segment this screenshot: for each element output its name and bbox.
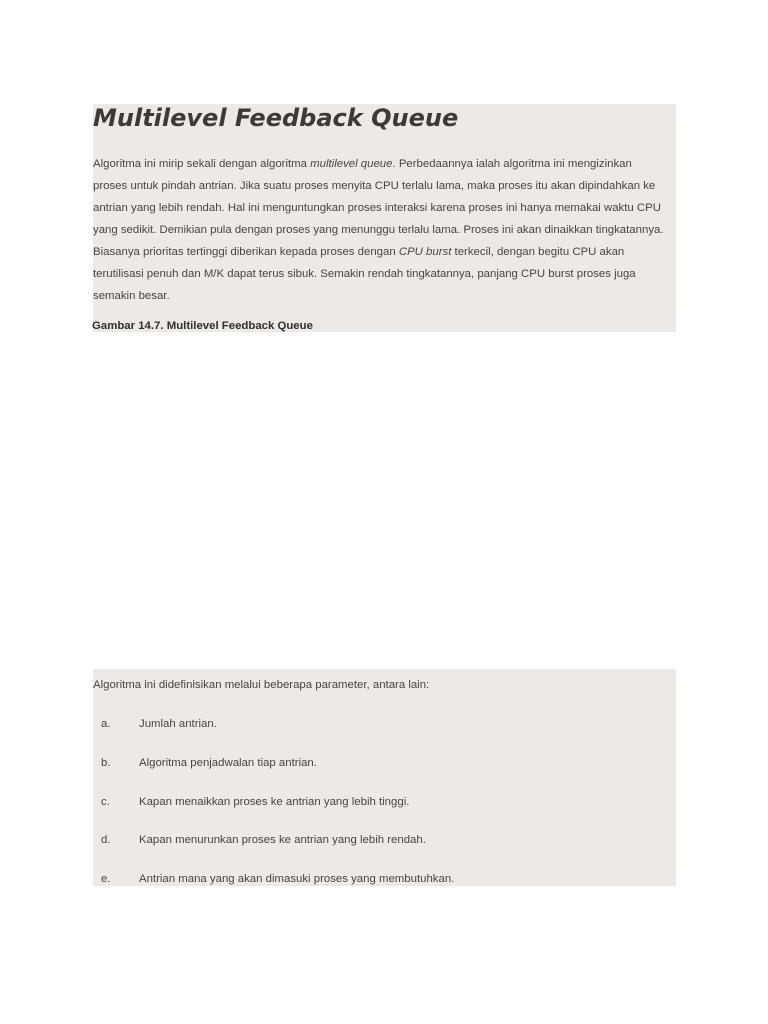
body-paragraph bbox=[93, 153, 683, 307]
list-item-text: Kapan menaikkan proses ke antrian yang lebih tinggi. bbox=[139, 796, 410, 808]
list-marker: a. bbox=[101, 718, 111, 730]
paragraph-line bbox=[93, 153, 683, 175]
paragraph-line bbox=[93, 263, 683, 285]
paragraph-text: . Perbedaannya ialah algoritma ini mengizinkan bbox=[392, 158, 632, 170]
list-item bbox=[93, 755, 676, 771]
paragraph-text: antrian yang lebih rendah. Hal ini menguntungkan proses interaksi karena proses ini hanya memakai waktu CPU bbox=[93, 202, 661, 214]
italic-term: multilevel queue bbox=[310, 158, 393, 170]
list-item-text: Jumlah antrian. bbox=[139, 718, 217, 730]
list-item-text: Kapan menurunkan proses ke antrian yang lebih rendah. bbox=[139, 834, 426, 846]
list-item-text: Algoritma penjadwalan tiap antrian. bbox=[139, 757, 317, 769]
bottom-text-block bbox=[93, 669, 676, 886]
list-item bbox=[93, 794, 676, 810]
paragraph-line bbox=[93, 219, 683, 241]
paragraph-text: terkecil, dengan begitu CPU akan bbox=[451, 246, 625, 258]
paragraph-text: yang sedikit. Demikian pula dengan proses yang menunggu terlalu lama. Proses ini akan dinaikkan tingkatannya. bbox=[93, 224, 664, 236]
paragraph-line bbox=[93, 175, 683, 197]
list-item bbox=[93, 871, 676, 887]
paragraph-text: Algoritma ini mirip sekali dengan algoritma bbox=[93, 158, 311, 170]
list-item bbox=[93, 716, 676, 732]
paragraph-line bbox=[93, 241, 683, 263]
list-marker: e. bbox=[101, 873, 111, 885]
paragraph-text: Biasanya prioritas tertinggi diberikan kepada proses dengan bbox=[93, 246, 399, 258]
parameter-intro-text: Algoritma ini didefinisikan melalui beberapa parameter, antara lain: bbox=[93, 679, 430, 691]
figure-caption: Gambar 14.7. Multilevel Feedback Queue bbox=[92, 320, 313, 332]
paragraph-text: terutilisasi penuh dan M/K dapat terus sibuk. Semakin rendah tingkatannya, panjang CPU burst proses juga bbox=[93, 268, 636, 280]
paragraph-line bbox=[93, 285, 683, 307]
list-item-text: Antrian mana yang akan dimasuki proses yang membutuhkan. bbox=[139, 873, 455, 885]
page-title: Multilevel Feedback Queue bbox=[93, 104, 459, 132]
paragraph-line bbox=[93, 197, 683, 219]
list-marker: d. bbox=[101, 834, 111, 846]
list-marker: b. bbox=[101, 757, 111, 769]
figure-image-placeholder bbox=[93, 340, 676, 660]
italic-term: CPU burst bbox=[398, 246, 452, 258]
paragraph-text: proses untuk pindah antrian. Jika suatu proses menyita CPU terlalu lama, maka proses itu akan dipindahkan ke bbox=[93, 180, 656, 192]
list-marker: c. bbox=[101, 796, 110, 808]
list-item bbox=[93, 832, 676, 848]
paragraph-text: semakin besar. bbox=[93, 290, 170, 302]
